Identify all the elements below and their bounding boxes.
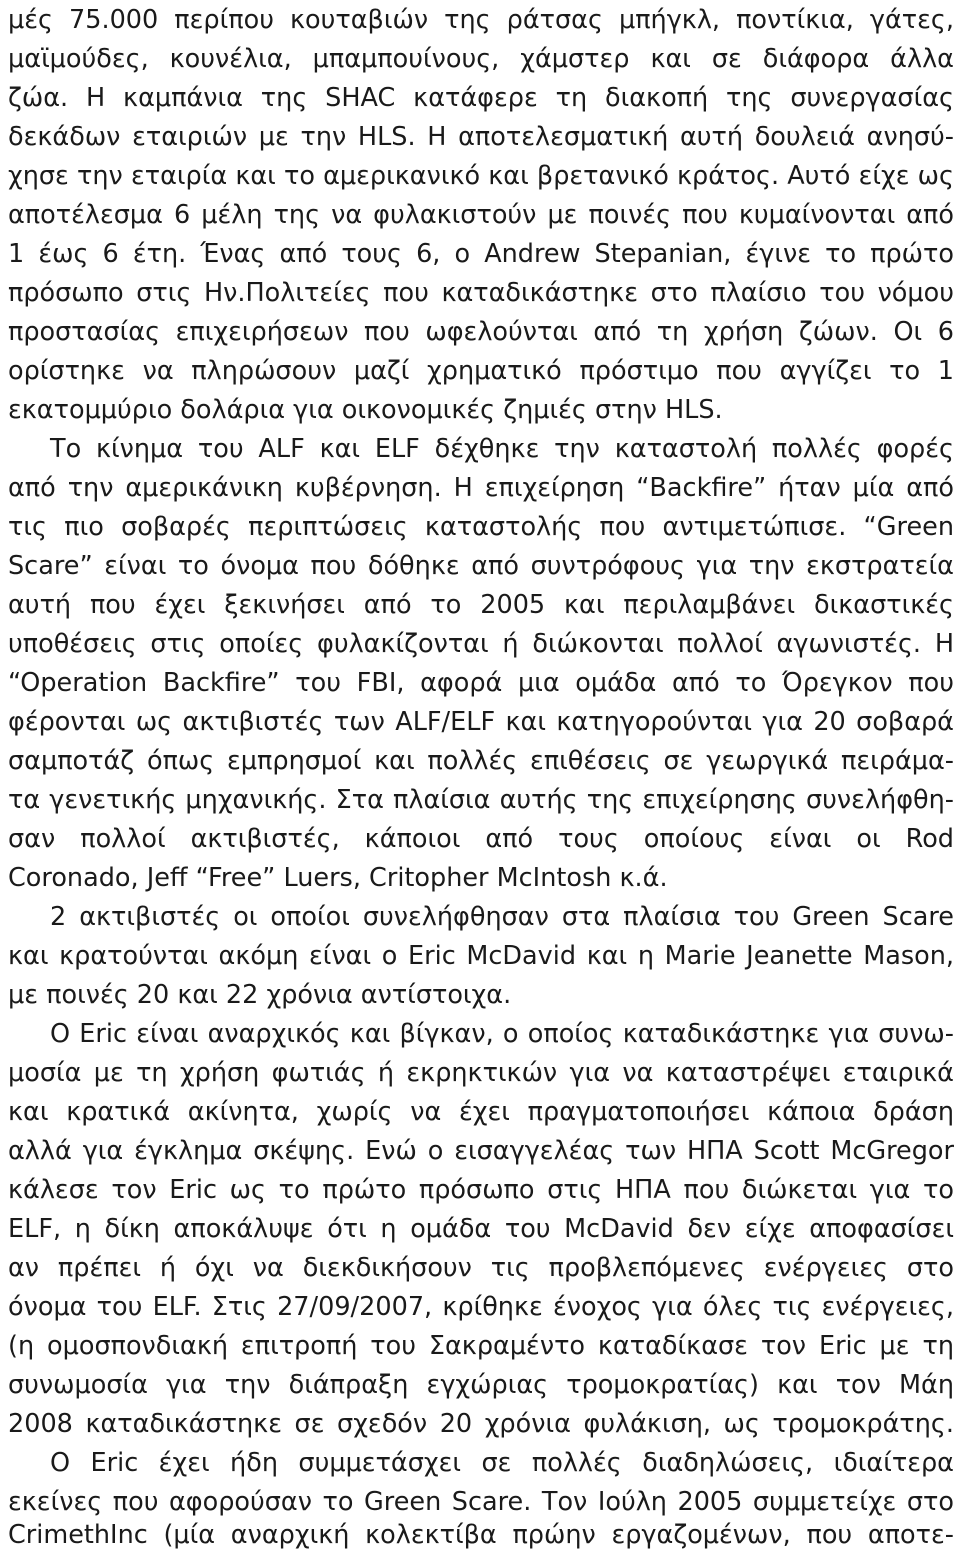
paragraph-first-line: 2 ακτιβιστές οι οποίοι συνελήφθησαν στα πλαίσια του Green Scare [50,902,954,932]
text-line: τις πιο σοβαρές περιπτώσεις καταστολής που αντιμετώπισε. “Green [8,512,954,542]
text-line: “Operation Backfire” του FBI, αφορά μια ομάδα από το Όρεγκον που [8,668,954,698]
paragraph-first-line: Ο Eric είναι αναρχικός και βίγκαν, ο οποίος καταδικάστηκε για συνω- [50,1019,954,1049]
text-line: προστασίας επιχειρήσεων που ωφελούνται από τη χρήση ζώων. Οι 6 [8,317,954,347]
text-line: αποτέλεσμα 6 μέλη της να φυλακιστούν με ποινές που κυμαίνονται από [8,200,954,230]
text-line: Scare” είναι το όνομα που δόθηκε από συντρόφους για την εκστρατεία [8,551,954,581]
text-line: αυτή που έχει ξεκινήσει από το 2005 και περιλαμβάνει δικαστικές [8,590,954,620]
text-line: μές 75.000 περίπου κουταβιών της ράτσας μπήγκλ, ποντίκια, γάτες, [8,5,954,35]
text-line: και κρατούνται ακόμη είναι ο Eric McDavid και η Marie Jeanette Mason, [8,941,954,971]
paragraph-first-line: Το κίνημα του ALF και ELF δέχθηκε την καταστολή πολλές φορές [50,434,954,464]
text-line: φέρονται ως ακτιβιστές των ALF/ELF και κατηγορούνται για 20 σοβαρά [8,707,954,737]
text-line: δεκάδων εταιριών με την HLS. Η αποτελεσματική αυτή δουλειά ανησύ- [8,122,954,152]
text-line: σαν πολλοί ακτιβιστές, κάποιοι από τους οποίους είναι οι Rod [8,824,954,854]
text-line: μοσία με τη χρήση φωτιάς ή εκρηκτικών για να καταστρέψει εταιρικά [8,1058,954,1088]
text-line: μαϊμούδες, κουνέλια, μπαμπουίνους, χάμστερ και σε διάφορα άλλα [8,44,954,74]
text-line: 2008 καταδικάστηκε σε σχεδόν 20 χρόνια φυλάκιση, ως τρομοκράτης. [8,1409,954,1439]
text-line: και κρατικά ακίνητα, χωρίς να έχει πραγματοποιήσει κάποια δράση [8,1097,954,1127]
text-line: αλλά για έγκλημα σκέψης. Ενώ ο εισαγγελέας των ΗΠΑ Scott McGregor [8,1136,954,1166]
text-line: εκείνες που αφορούσαν το Green Scare. Τον Ιούλη 2005 συμμετείχε στο [8,1487,954,1517]
text-line: ELF, η δίκη αποκάλυψε ότι η ομάδα του McDavid δεν είχε αποφασίσει [8,1214,954,1244]
text-line: 1 έως 6 έτη. Ένας από τους 6, ο Andrew Stepanian, έγινε το πρώτο [8,239,954,269]
text-line: εκατομμύριο δολάρια για οικονομικές ζημιές στην HLS. [8,395,723,425]
text-line: αν πρέπει ή όχι να διεκδικήσουν τις προβλεπόμενες ενέργειες στο [8,1253,954,1283]
text-line: κάλεσε τον Eric ως το πρώτο πρόσωπο στις ΗΠΑ που διώκεται για το [8,1175,954,1205]
text-line: από την αμερικάνικη κυβέρνηση. Η επιχείρηση “Backfire” ήταν μία από [8,473,954,503]
text-line: ορίστηκε να πληρώσουν μαζί χρηματικό πρόστιμο που αγγίζει το 1 [8,356,954,386]
text-line: χησε την εταιρία και το αμερικανικό και βρετανικό κράτος. Αυτό είχε ως [8,161,954,191]
text-line: με ποινές 20 και 22 χρόνια αντίστοιχα. [8,980,512,1010]
paragraph-first-line: Ο Eric έχει ήδη συμμετάσχει σε πολλές διαδηλώσεις, ιδιαίτερα [50,1448,954,1478]
text-line: (η ομοσπονδιακή επιτροπή του Σακραμέντο καταδίκασε τον Eric με τη [8,1331,954,1361]
text-line: CrimethInc (μία αναρχική κολεκτίβα πρώην εργαζομένων, που αποτε- [8,1520,954,1550]
text-line: τα γενετικής μηχανικής. Στα πλαίσια αυτής της επιχείρησης συνελήφθη- [8,785,954,815]
text-line: σαμποτάζ όπως εμπρησμοί και πολλές επιθέσεις σε γεωργικά πειράμα- [8,746,954,776]
text-line: όνομα του ELF. Στις 27/09/2007, κρίθηκε ένοχος για όλες τις ενέργειες, [8,1292,954,1322]
text-line: συνωμοσία για την διάπραξη εγχώριας τρομοκρατίας) και τον Μάη [8,1370,954,1400]
text-line: υποθέσεις στις οποίες φυλακίζονται ή διώκονται πολλοί αγωνιστές. Η [8,629,954,659]
text-line: ζώα. Η καμπάνια της SHAC κατάφερε τη διακοπή της συνεργασίας [8,83,954,113]
text-line: πρόσωπο στις Ην.Πολιτείες που καταδικάστηκε στο πλαίσιο του νόμου [8,278,954,308]
text-line: Coronado, Jeff “Free” Luers, Critopher McIntosh κ.ά. [8,863,668,893]
